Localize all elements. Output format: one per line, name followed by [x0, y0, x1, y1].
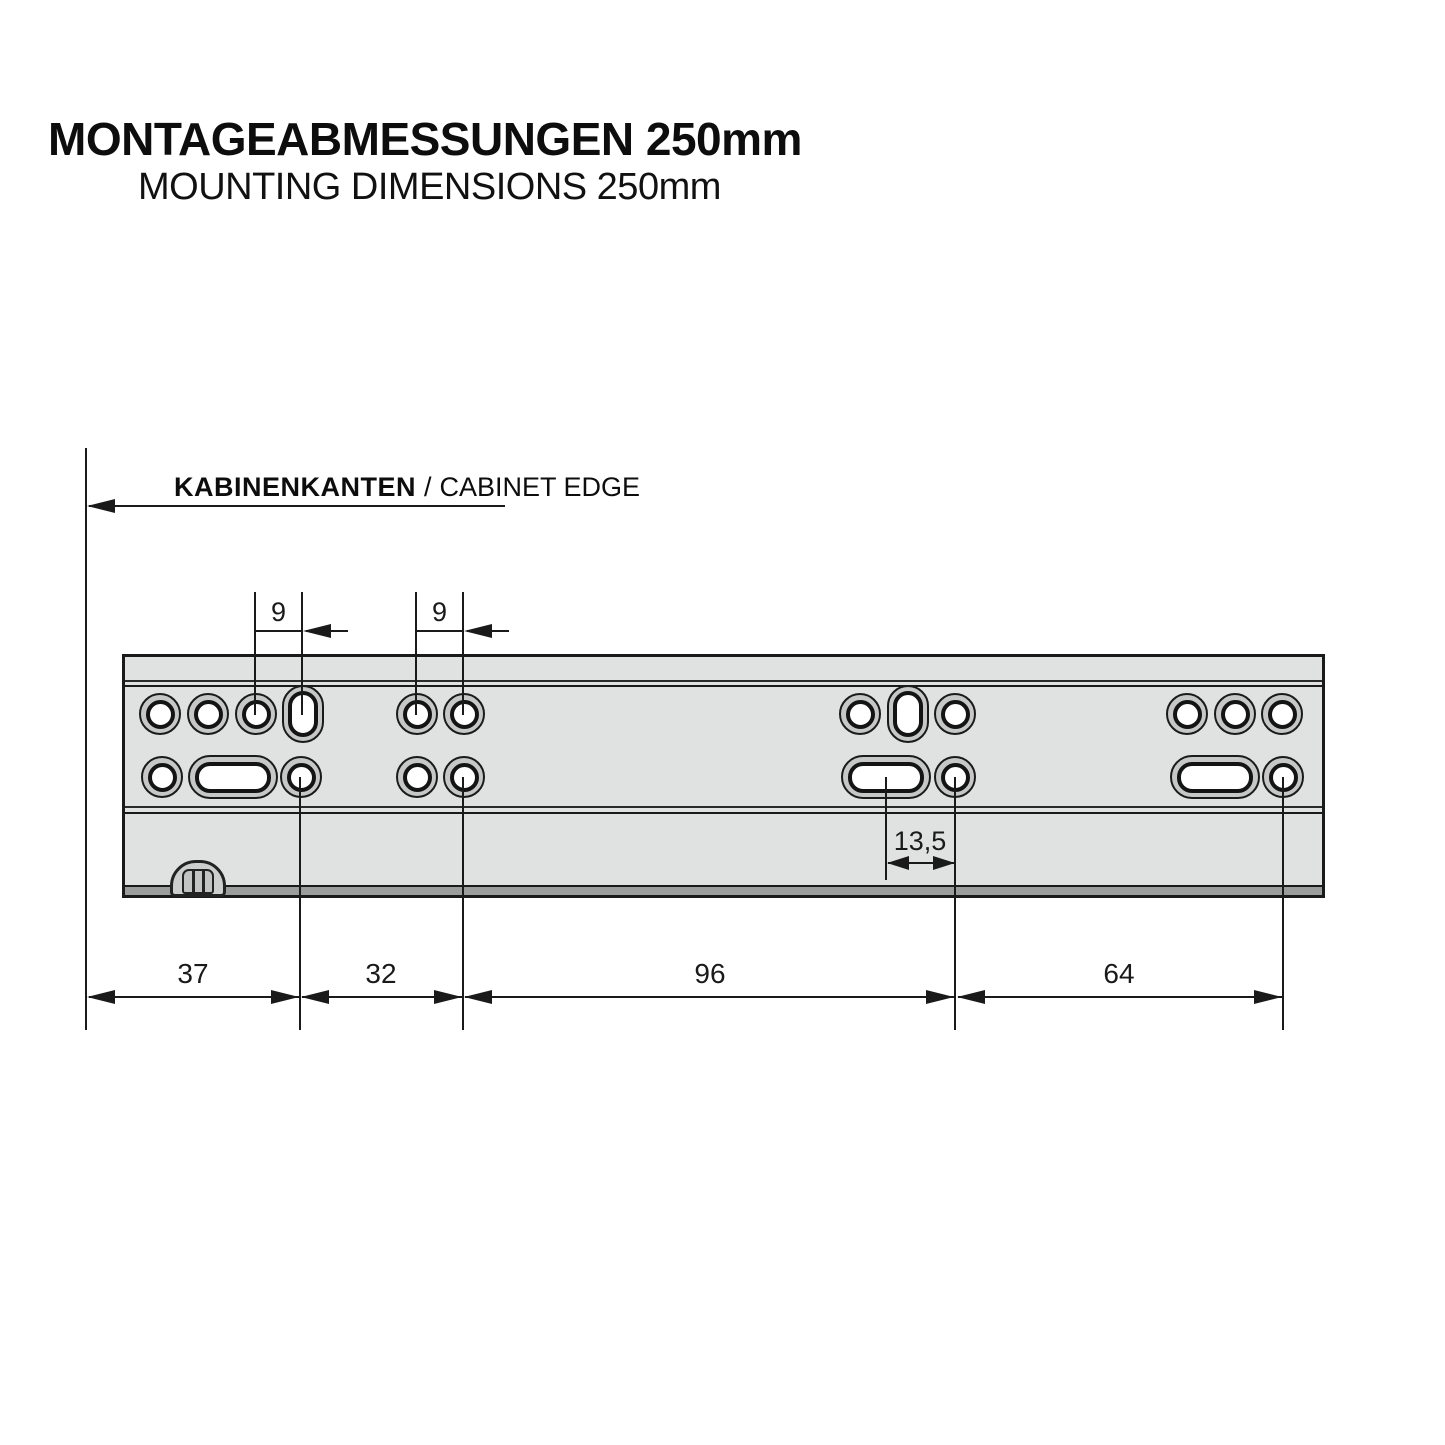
- dimension-line: [255, 630, 302, 632]
- vertical-slot: [282, 685, 324, 743]
- dimension-value: 96: [694, 958, 726, 989]
- arrowhead-right-icon: [926, 990, 954, 1004]
- mounting-hole: [839, 693, 881, 735]
- rail-mid-seam-line: [125, 806, 1322, 814]
- mounting-hole: [139, 693, 181, 735]
- mounting-hole: [443, 693, 485, 735]
- arrowhead-right-icon: [933, 856, 955, 870]
- mounting-hole: [443, 756, 485, 798]
- cabinet-edge-label: [174, 472, 640, 503]
- rail-bottom-band: [125, 885, 1322, 895]
- cabinet-edge-label-en: CABINET EDGE: [439, 472, 641, 502]
- arrowhead-left-icon: [303, 624, 331, 638]
- cabinet-edge-extension-line: [85, 448, 87, 1030]
- extension-line: [1282, 777, 1284, 1030]
- dimension-line: [416, 630, 463, 632]
- arrowhead-left-icon: [464, 990, 492, 1004]
- mounting-hole: [396, 693, 438, 735]
- dimension-value: 32: [365, 958, 397, 989]
- mounting-hole: [396, 756, 438, 798]
- mounting-hole: [280, 756, 322, 798]
- cabinet-edge-arrow-line: [89, 505, 505, 507]
- dimension-value: 64: [1103, 958, 1135, 989]
- arrowhead-left-icon: [464, 624, 492, 638]
- cabinet-edge-label-de: KABINENKANTEN: [174, 472, 416, 502]
- arrowhead-right-icon: [1254, 990, 1282, 1004]
- horizontal-slot: [1170, 755, 1260, 799]
- mounting-hole: [141, 756, 183, 798]
- dimension-line: [89, 996, 299, 998]
- mounting-hole: [1261, 693, 1303, 735]
- mounting-hole: [235, 693, 277, 735]
- dimension-line: [958, 996, 1282, 998]
- dimension-value: 13,5: [893, 826, 947, 856]
- mounting-hole: [934, 693, 976, 735]
- dimension-value: 9: [431, 597, 448, 627]
- arrowhead-left-icon: [87, 499, 115, 513]
- cabinet-edge-label-separator: /: [424, 472, 432, 502]
- extension-line: [954, 777, 956, 1030]
- mounting-hole: [187, 693, 229, 735]
- latch-rib: [192, 871, 195, 892]
- horizontal-slot: [188, 755, 278, 799]
- dimension-line: [465, 996, 954, 998]
- arrowhead-right-icon: [271, 990, 299, 1004]
- dimension-value: 9: [270, 597, 287, 627]
- vertical-slot: [887, 685, 929, 743]
- page-subtitle: MOUNTING DIMENSIONS 250mm: [138, 166, 721, 208]
- arrowhead-left-icon: [87, 990, 115, 1004]
- page-title: MONTAGEABMESSUNGEN 250mm: [48, 113, 802, 165]
- mounting-hole: [1214, 693, 1256, 735]
- arrowhead-left-icon: [957, 990, 985, 1004]
- arrowhead-left-icon: [887, 856, 909, 870]
- mounting-hole: [1166, 693, 1208, 735]
- dimension-value: 37: [177, 958, 209, 989]
- latch-rib: [202, 871, 205, 892]
- arrowhead-right-icon: [434, 990, 462, 1004]
- arrowhead-left-icon: [301, 990, 329, 1004]
- release-latch-detail: [182, 869, 214, 894]
